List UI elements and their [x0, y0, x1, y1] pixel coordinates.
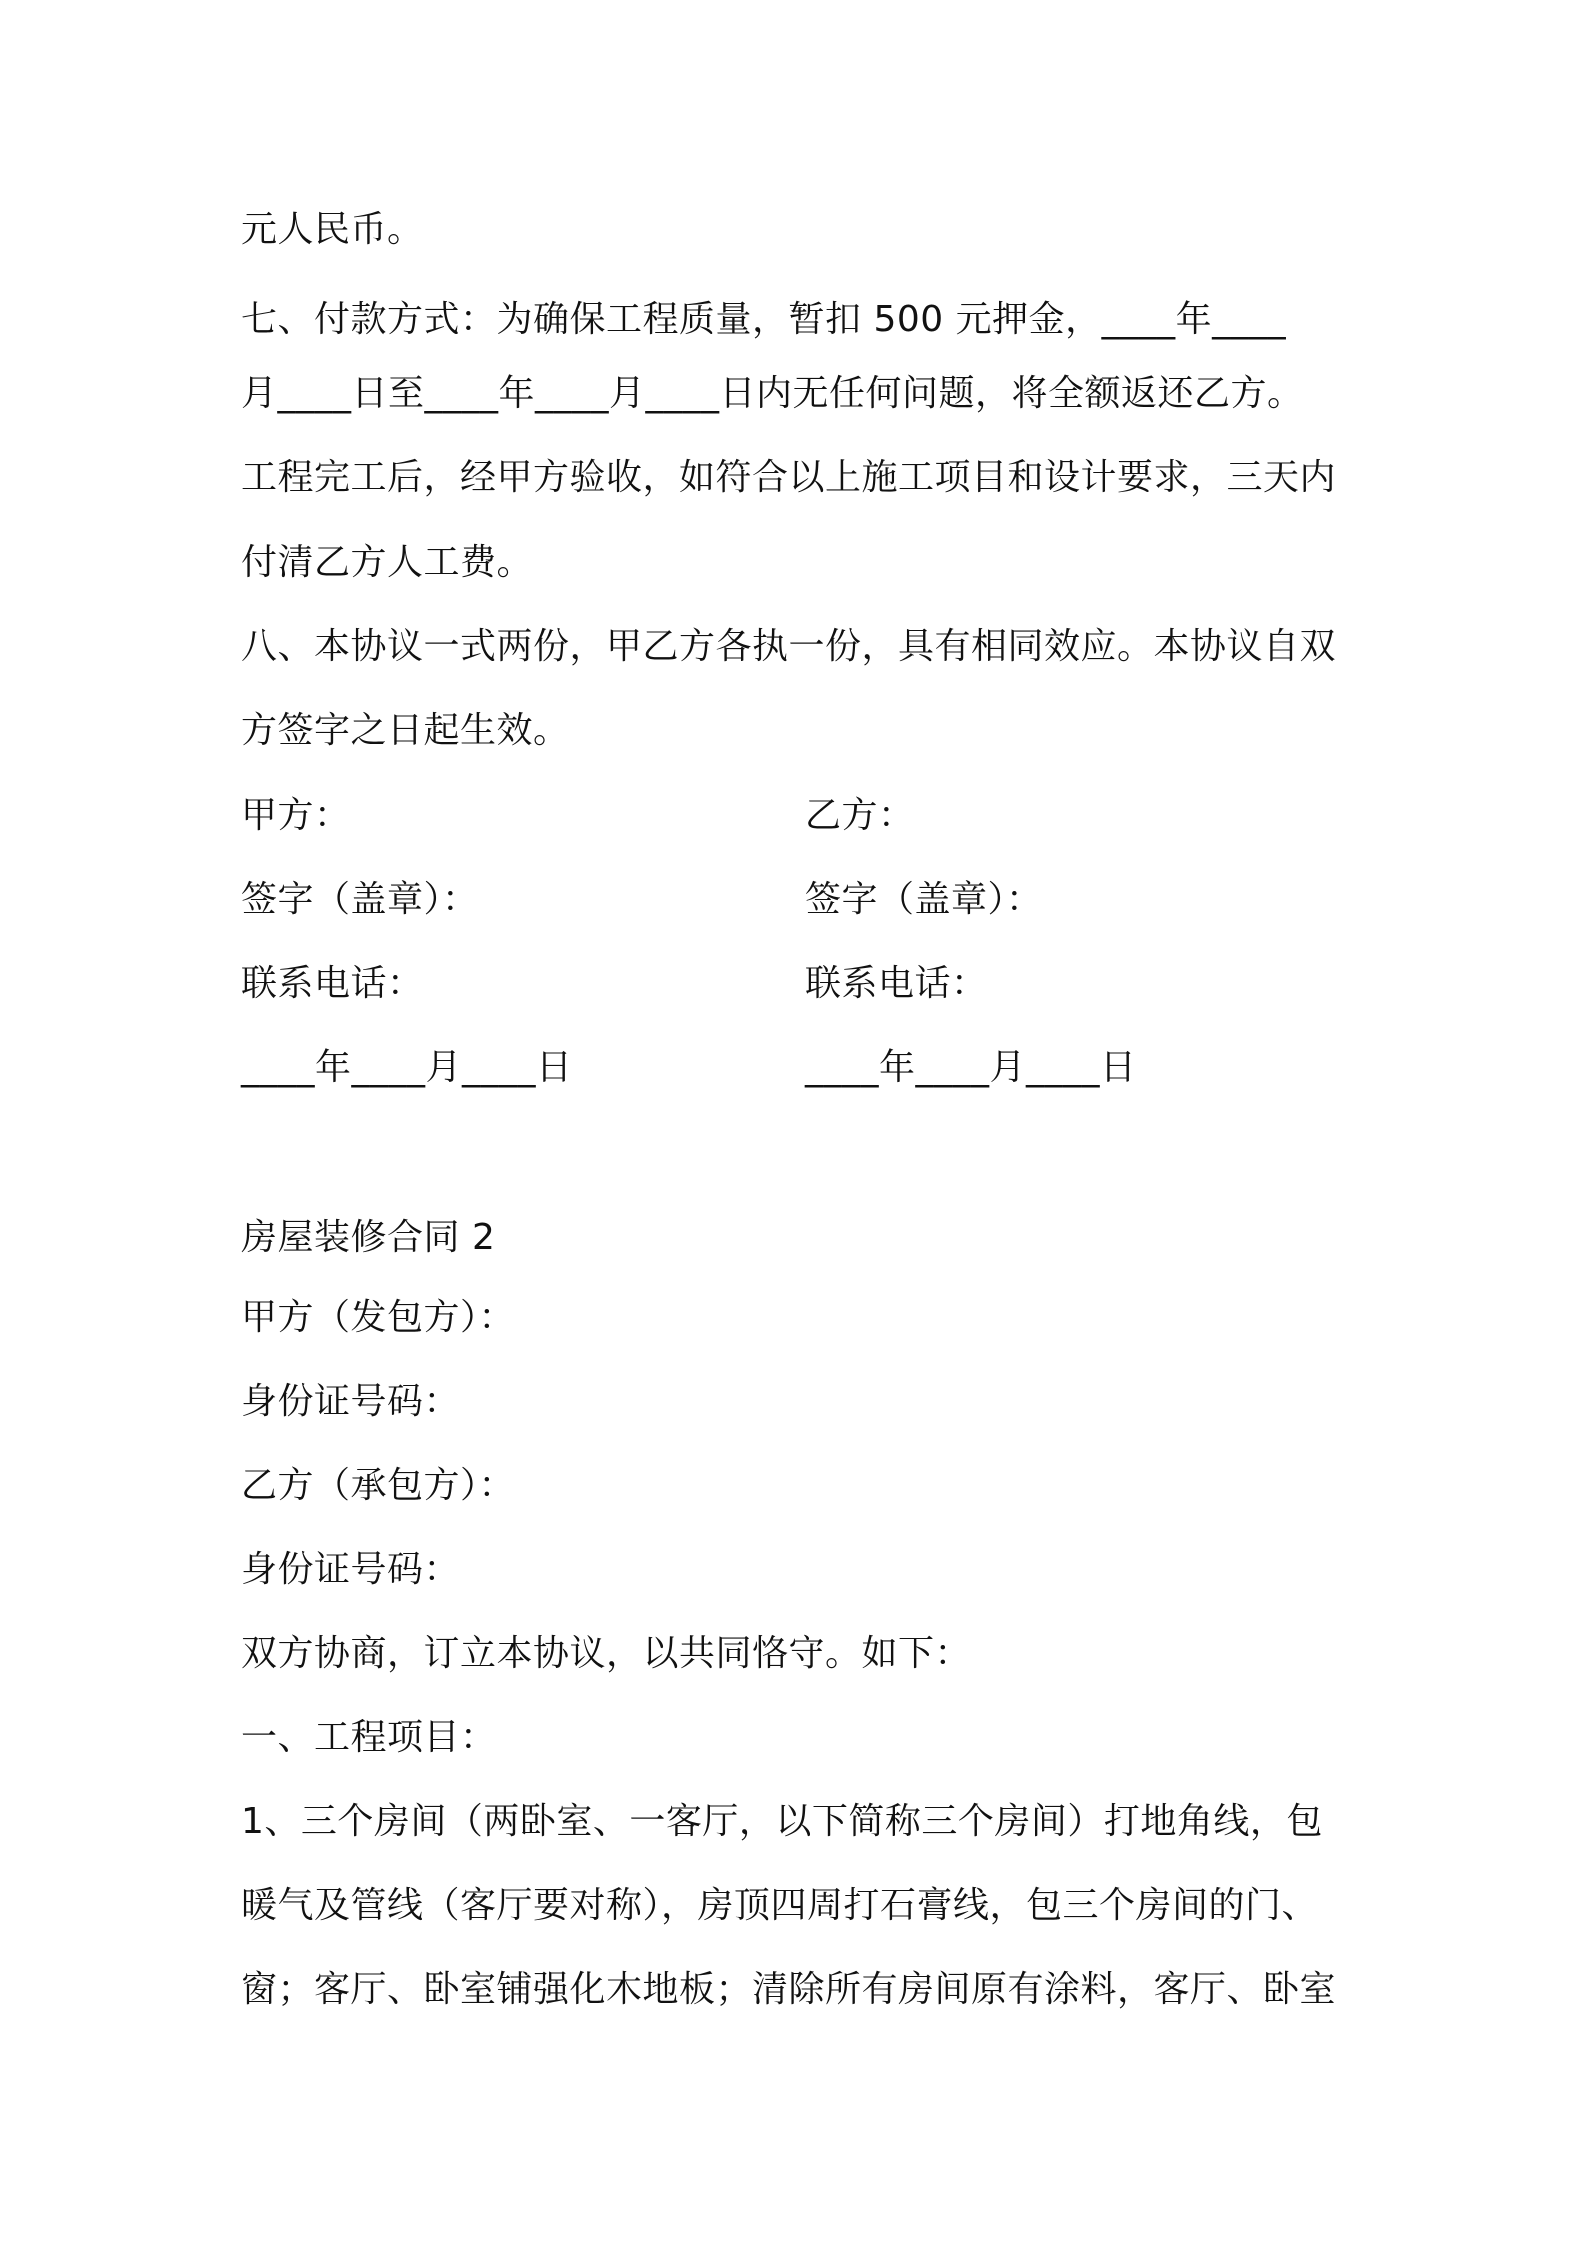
party-a-sign-label: 签字（盖章）： — [241, 879, 479, 920]
clause-eight-line-2: 方签字之日起生效。 — [241, 710, 570, 751]
clause-seven-line-2: 月____日至____年____月____日内无任何问题，将全额返还乙方。 — [241, 373, 1304, 414]
party-a-label: 甲方： — [241, 795, 351, 836]
contract-2-intro: 双方协商，订立本协议，以共同恪守。如下： — [241, 1633, 972, 1674]
contract-2-party-a: 甲方（发包方）： — [241, 1297, 516, 1338]
clause-seven-line-3: 工程完工后，经甲方验收，如符合以上施工项目和设计要求，三天内 — [241, 457, 1337, 498]
contract-2-section-1-title: 一、工程项目： — [241, 1717, 497, 1758]
contract-2-item-1-line-1: 1、三个房间（两卧室、一客厅，以下简称三个房间）打地角线，包 — [241, 1801, 1323, 1842]
contract-2-item-1-line-3: 窗；客厅、卧室铺强化木地板；清除所有房间原有涂料，客厅、卧室 — [241, 1969, 1337, 2010]
party-b-label: 乙方： — [805, 795, 915, 836]
clause-six-tail: 元人民币。 — [241, 209, 424, 250]
contract-2-title: 房屋装修合同 2 — [241, 1217, 496, 1258]
party-b-date: ____年____月____日 — [805, 1047, 1137, 1088]
party-a-phone-label: 联系电话： — [241, 963, 424, 1004]
contract-2-item-1-line-2: 暖气及管线（客厅要对称），房顶四周打石膏线，包三个房间的门、 — [241, 1885, 1319, 1926]
contract-2-party-b: 乙方（承包方）： — [241, 1465, 516, 1506]
party-b-sign-label: 签字（盖章）： — [805, 879, 1043, 920]
clause-seven-line-4: 付清乙方人工费。 — [241, 542, 534, 583]
party-b-phone-label: 联系电话： — [805, 963, 988, 1004]
clause-seven-line-1: 七、付款方式：为确保工程质量，暂扣 500 元押金，____年____ — [241, 299, 1287, 340]
party-a-date: ____年____月____日 — [241, 1047, 573, 1088]
contract-2-party-a-id: 身份证号码： — [241, 1381, 461, 1422]
contract-2-party-b-id: 身份证号码： — [241, 1549, 461, 1590]
clause-eight-line-1: 八、本协议一式两份，甲乙方各执一份，具有相同效应。本协议自双 — [241, 626, 1337, 667]
